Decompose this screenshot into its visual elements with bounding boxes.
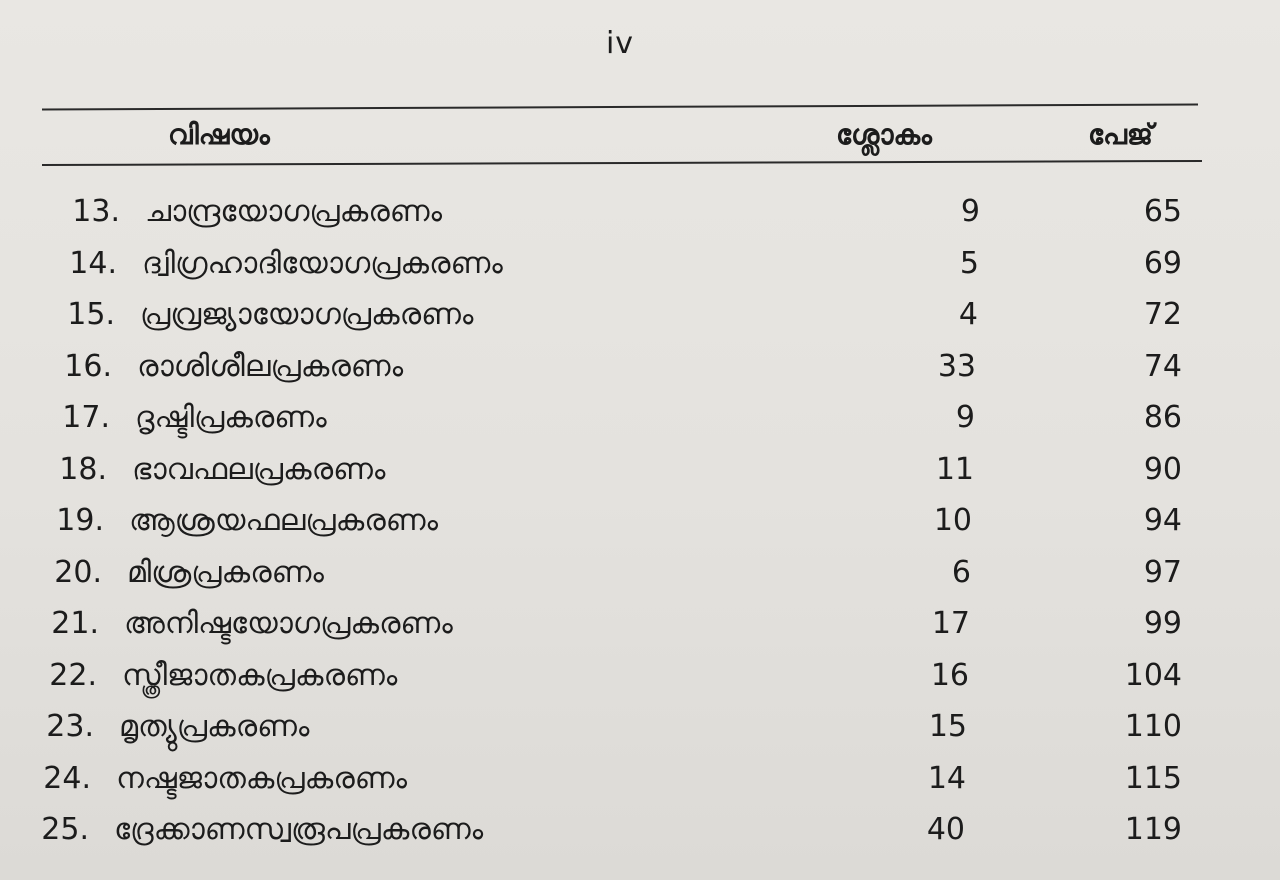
- row-title: അനിഷ്ടയോഗപ്രകരണം: [124, 606, 453, 641]
- row-sloka-count: 33: [937, 349, 976, 384]
- table-row: [0, 555, 1240, 607]
- row-number: 13.: [72, 194, 120, 229]
- table-row: [0, 709, 1240, 761]
- row-page-number: 119: [1124, 812, 1182, 847]
- row-sloka-count: 15: [928, 709, 967, 744]
- row-page-number: 74: [1143, 349, 1182, 384]
- row-number: 18.: [59, 452, 107, 487]
- row-number: 22.: [49, 658, 97, 693]
- row-title: നഷ്ടജാതകപ്രകരണം: [116, 761, 408, 796]
- row-sloka-count: 16: [930, 658, 969, 693]
- table-row: [0, 658, 1240, 710]
- header-subject: വിഷയം: [168, 118, 270, 151]
- table-row: [0, 812, 1240, 864]
- row-number: 16.: [64, 349, 112, 384]
- row-sloka-count: 10: [933, 503, 972, 538]
- table-row: [0, 246, 1240, 298]
- row-sloka-count: 5: [959, 246, 979, 281]
- row-title: മിശ്രപ്രകരണം: [127, 555, 324, 590]
- table-row: [0, 349, 1240, 401]
- top-rule: [42, 103, 1198, 110]
- row-title: ഭാവഫലപ്രകരണം: [132, 452, 386, 487]
- row-sloka-count: 9: [960, 194, 980, 229]
- row-sloka-count: 11: [935, 452, 974, 487]
- table-row: [0, 400, 1240, 452]
- row-page-number: 65: [1143, 194, 1182, 229]
- row-number: 20.: [54, 555, 102, 590]
- row-number: 24.: [43, 761, 91, 796]
- row-sloka-count: 14: [927, 761, 966, 796]
- row-number: 17.: [62, 400, 110, 435]
- row-number: 23.: [46, 709, 94, 744]
- header-page: പേജ്: [1088, 118, 1153, 151]
- row-title: ദ്വിഗ്രഹാദിയോഗപ്രകരണം: [142, 246, 503, 281]
- row-sloka-count: 6: [951, 555, 971, 590]
- row-number: 21.: [51, 606, 99, 641]
- table-row: [0, 297, 1240, 349]
- row-page-number: 86: [1143, 400, 1182, 435]
- row-sloka-count: 4: [958, 297, 978, 332]
- row-title: ദൃഷ്ടിപ്രകരണം: [135, 400, 327, 435]
- row-number: 19.: [56, 503, 104, 538]
- table-row: [0, 761, 1240, 813]
- row-page-number: 72: [1143, 297, 1182, 332]
- row-title: ചാന്ദ്രയോഗപ്രകരണം: [145, 194, 443, 229]
- row-page-number: 90: [1143, 452, 1182, 487]
- row-title: രാശിശീലപ്രകരണം: [137, 349, 404, 384]
- header-sloka: ശ്ലോകം: [836, 118, 932, 151]
- row-title: ആശ്രയഫലപ്രകരണം: [129, 503, 439, 538]
- row-number: 14.: [69, 246, 117, 281]
- row-page-number: 99: [1143, 606, 1182, 641]
- row-page-number: 94: [1143, 503, 1182, 538]
- table-row: [0, 452, 1240, 504]
- row-number: 25.: [41, 812, 89, 847]
- row-sloka-count: 9: [955, 400, 975, 435]
- table-row: [0, 503, 1240, 555]
- row-number: 15.: [67, 297, 115, 332]
- table-row: [0, 194, 1240, 246]
- page-number: iv: [605, 26, 635, 61]
- row-page-number: 97: [1143, 555, 1182, 590]
- row-title: പ്രവ്രജ്യായോഗപ്രകരണം: [140, 297, 474, 332]
- row-title: സ്ത്രീജാതകപ്രകരണം: [122, 658, 398, 693]
- row-page-number: 69: [1143, 246, 1182, 281]
- row-title: ദ്രേക്കാണസ്വരൂപപ്രകരണം: [114, 812, 484, 847]
- row-sloka-count: 17: [931, 606, 970, 641]
- row-page-number: 115: [1124, 761, 1182, 796]
- row-title: മൃത്യുപ്രകരണം: [119, 709, 310, 744]
- header-bottom-rule: [42, 160, 1202, 166]
- table-row: [0, 606, 1240, 658]
- row-page-number: 104: [1124, 658, 1182, 693]
- row-sloka-count: 40: [926, 812, 965, 847]
- row-page-number: 110: [1124, 709, 1182, 744]
